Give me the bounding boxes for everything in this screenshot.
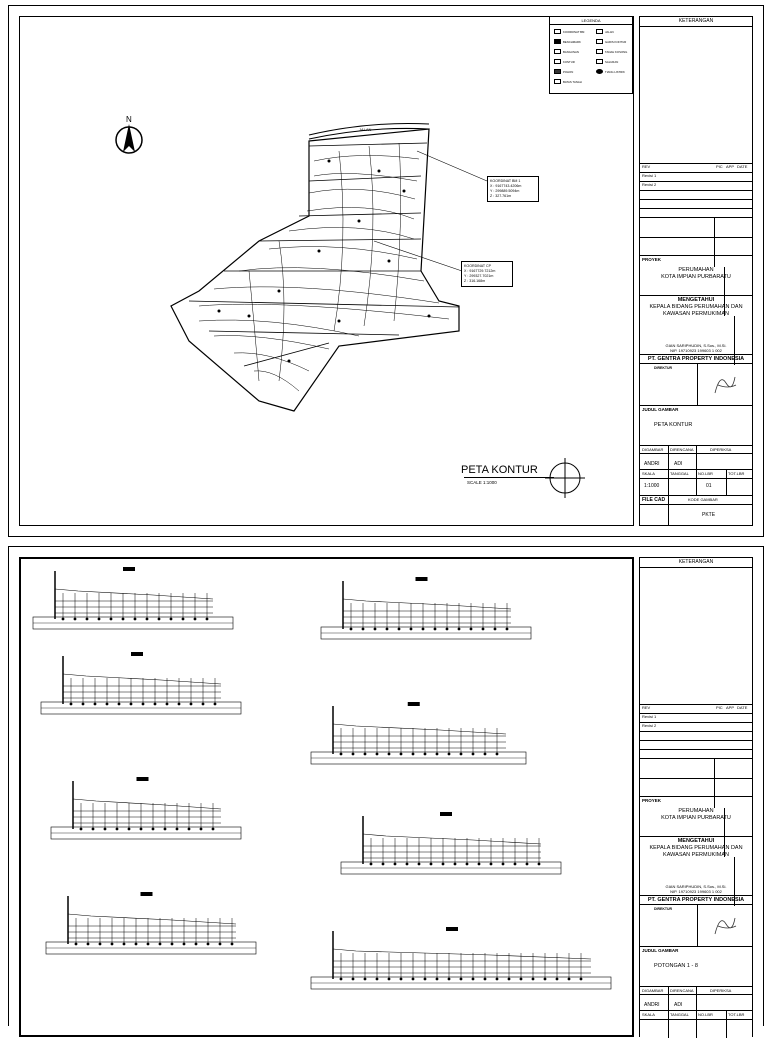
cross-section: [341, 812, 561, 874]
road-label: JALAN: [359, 127, 372, 132]
station-point: [207, 943, 210, 946]
proyek-label: PROYEK: [642, 257, 662, 262]
drawing-code: PKTE: [702, 512, 716, 518]
station-point: [194, 618, 197, 621]
station-point: [142, 703, 145, 706]
station-point: [484, 753, 487, 756]
station-point: [106, 703, 109, 706]
station-point: [70, 703, 73, 706]
station-point: [494, 628, 497, 631]
station-point: [454, 863, 457, 866]
station-point: [183, 943, 186, 946]
station-point: [568, 978, 571, 981]
station-point: [219, 943, 222, 946]
ground-profile: [68, 914, 236, 924]
station-point: [75, 943, 78, 946]
station-point: [146, 618, 149, 621]
section-tag: [440, 812, 452, 816]
ground-profile: [363, 834, 541, 844]
station-point: [412, 978, 415, 981]
official-nip: NIP. 19710923 199603 1 002: [670, 348, 722, 353]
station-point: [352, 753, 355, 756]
legend-item: GARIS KONTUR: [596, 39, 626, 44]
station-point: [538, 863, 541, 866]
legend-title: LEGENDA: [550, 17, 632, 25]
proyek-line-1: PERUMAHAN: [678, 267, 714, 273]
station-point: [448, 753, 451, 756]
station-point: [418, 863, 421, 866]
drawing-title-2: POTONGAN 1 - 8: [654, 963, 698, 969]
coordinate-note-cp: KOORDINAT CP X : 9167729.7212m Y : 299327.7021m Z : 316.168m: [461, 261, 513, 287]
station-point: [104, 828, 107, 831]
cross-section: [46, 892, 256, 954]
drawer-name: ANDRI: [644, 461, 660, 467]
station-point: [87, 943, 90, 946]
station-point: [92, 828, 95, 831]
station-point: [111, 943, 114, 946]
planner-name: ADI: [674, 461, 683, 467]
station-point: [470, 628, 473, 631]
station-point: [506, 628, 509, 631]
station-point: [424, 753, 427, 756]
station-point: [472, 753, 475, 756]
proyek-line-2: KOTA IMPIAN PURBARATU: [661, 274, 731, 280]
legend-item: BANGUNAN: [554, 49, 579, 54]
station-point: [82, 703, 85, 706]
station-point: [386, 628, 389, 631]
judul-label: JUDUL GAMBAR: [642, 407, 679, 412]
station-point: [446, 628, 449, 631]
cross-section: [311, 702, 526, 764]
station-point: [448, 978, 451, 981]
station-point: [460, 978, 463, 981]
section-tag: [137, 777, 149, 781]
station-point: [164, 828, 167, 831]
station-point: [147, 943, 150, 946]
station-point: [508, 978, 511, 981]
station-point: [98, 618, 101, 621]
crosshair-icon: [545, 458, 585, 498]
north-label: N: [126, 115, 132, 124]
drawing-sheet-1: [8, 5, 764, 537]
station-point: [496, 753, 499, 756]
station-point: [398, 628, 401, 631]
section-tag: [131, 652, 143, 656]
coordinate-note-bm1: KOORDINAT BM 1 X : 9167743.4206m Y : 299889.5094m Z : 327.761m: [487, 176, 539, 202]
station-point: [123, 943, 126, 946]
drawing-title: PETA KONTUR: [654, 422, 693, 428]
revision-table-2: REV PIC APP DATE Revisi 1 Revisi 2: [640, 705, 752, 906]
station-point: [116, 828, 119, 831]
legend-item: TANAH KOSONG: [596, 49, 627, 54]
legend-item: TIANG LISTRIK: [596, 69, 625, 74]
station-point: [200, 828, 203, 831]
station-point: [472, 978, 475, 981]
legend-item: POHON: [554, 69, 573, 74]
station-point: [514, 863, 517, 866]
cross-section: [311, 927, 611, 989]
north-arrow-icon: [111, 114, 147, 158]
station-point: [556, 978, 559, 981]
station-point: [130, 703, 133, 706]
mengetahui-label: MENGETAHUI: [677, 297, 715, 303]
station-point: [182, 618, 185, 621]
station-point: [496, 978, 499, 981]
station-point: [190, 703, 193, 706]
station-point: [166, 703, 169, 706]
section-tag: [446, 927, 458, 931]
official-name: GIAN SARIPHUDIN, S.Sos., M.Si.: [665, 343, 727, 348]
station-point: [376, 753, 379, 756]
mengetahui-line-2: KAWASAN PERMUKIMAN: [663, 311, 729, 317]
station-point: [86, 618, 89, 621]
station-point: [350, 628, 353, 631]
station-point: [460, 753, 463, 756]
station-point: [526, 863, 529, 866]
cross-section: [33, 567, 233, 629]
station-point: [62, 618, 65, 621]
station-point: [80, 828, 83, 831]
scale-value: 1:1000: [644, 483, 660, 489]
station-point: [94, 703, 97, 706]
station-point: [134, 618, 137, 621]
station-point: [412, 753, 415, 756]
station-point: [154, 703, 157, 706]
station-point: [406, 863, 409, 866]
legend-item: KOORDINAT BM: [554, 29, 584, 34]
station-point: [388, 753, 391, 756]
station-point: [158, 618, 161, 621]
station-point: [482, 628, 485, 631]
station-point: [430, 863, 433, 866]
station-point: [110, 618, 113, 621]
ground-profile: [343, 599, 511, 609]
station-point: [374, 628, 377, 631]
station-point: [394, 863, 397, 866]
station-point: [171, 943, 174, 946]
station-point: [388, 978, 391, 981]
legend-item: BENCHMARK: [554, 39, 581, 44]
station-point: [370, 863, 373, 866]
ground-profile: [73, 799, 221, 809]
legend: [549, 16, 633, 94]
station-point: [202, 703, 205, 706]
station-point: [436, 978, 439, 981]
station-point: [422, 628, 425, 631]
station-point: [159, 943, 162, 946]
station-point: [340, 978, 343, 981]
station-point: [434, 628, 437, 631]
legend-item: KONTUR: [554, 59, 575, 64]
ground-profile: [333, 949, 591, 959]
station-point: [466, 863, 469, 866]
station-point: [362, 628, 365, 631]
cross-section: [41, 652, 241, 714]
cross-section: [321, 577, 531, 639]
station-point: [410, 628, 413, 631]
station-point: [520, 978, 523, 981]
station-point: [458, 628, 461, 631]
contour-map: [159, 121, 489, 421]
drawing-sheet-2: [8, 546, 764, 1026]
station-point: [74, 618, 77, 621]
station-point: [436, 753, 439, 756]
station-point: [188, 828, 191, 831]
station-point: [214, 703, 217, 706]
cross-sections: [21, 559, 631, 1025]
mengetahui-line-1: KEPALA BIDANG PERUMAHAN DAN: [649, 304, 743, 310]
station-point: [382, 863, 385, 866]
station-point: [400, 753, 403, 756]
title-block-2: KETERANGAN REV PIC APP DATE Revisi 1 Revisi 2 PROYEK PERUMAHAN KOTA IMPIAN PURBARATU MENGETAHUI KEPALA BIDANG PERUMAHAN DAN KAWASAN PERMUKIMAN GIAN SARIPHUDIN, S.Sos., M.Si. NIP. 19710923 199603 1 002 PT. GENTRA PROPERTY INDONESIA DIREKTUR JUDUL GAMBAR POTONGAN 1 - 8 DIGAMBAR DIRENCANA DIPERIKSA ANDRI ADI SKALA TANGGAL NO.LBR TOT.LBR: [639, 557, 753, 1037]
station-point: [212, 828, 215, 831]
station-point: [170, 618, 173, 621]
ground-profile: [333, 724, 506, 734]
station-point: [490, 863, 493, 866]
section-tag: [416, 577, 428, 581]
tb-header: KETERANGAN: [678, 18, 714, 24]
revision-table: REV PIC APP DATE Revisi 1 Revisi 2: [640, 164, 752, 365]
station-point: [532, 978, 535, 981]
station-point: [376, 978, 379, 981]
station-point: [176, 828, 179, 831]
station-point: [364, 753, 367, 756]
station-point: [122, 618, 125, 621]
station-point: [580, 978, 583, 981]
station-point: [340, 753, 343, 756]
station-point: [128, 828, 131, 831]
station-point: [178, 703, 181, 706]
map-title: PETA KONTUR: [461, 464, 538, 476]
station-point: [152, 828, 155, 831]
station-point: [484, 978, 487, 981]
section-tag: [408, 702, 420, 706]
title-underline: [464, 477, 554, 478]
cross-section: [51, 777, 241, 839]
legend-item: SALURAN: [596, 59, 618, 64]
station-point: [424, 978, 427, 981]
ground-profile: [63, 674, 221, 684]
station-point: [206, 618, 209, 621]
station-point: [135, 943, 138, 946]
legend-item: BATAS TANAH: [554, 79, 582, 84]
station-point: [478, 863, 481, 866]
station-point: [231, 943, 234, 946]
legend-item: JALAN: [596, 29, 614, 34]
sheet-number: 01: [706, 483, 712, 489]
station-point: [442, 863, 445, 866]
director-label: DIREKTUR: [654, 366, 673, 370]
signature-icon: [710, 912, 740, 940]
section-tag: [141, 892, 153, 896]
station-point: [544, 978, 547, 981]
station-point: [400, 978, 403, 981]
station-point: [195, 943, 198, 946]
scale-label: SCALE 1:1000: [467, 480, 497, 485]
station-point: [99, 943, 102, 946]
signature-icon: [710, 371, 740, 399]
station-point: [352, 978, 355, 981]
title-block: KETERANGAN REV PIC APP DATE Revisi 1 Revisi 2 PROYEK PERUMAHAN KOTA IMPIAN PURBARATU MENGETAHUI KEPALA BIDANG PERUMAHAN DAN KAWASAN PERMUKIMAN GIAN SARIPHUDIN, S.Sos., M.Si. NIP. 19710923 199603 1 002 PT. GENTRA PROPERTY INDONESIA DIREKTUR JUDUL GAMBAR PETA KONTUR DIGAMBAR DIRENCANA DIPERIKSA ANDRI ADI SKALA TANGGAL NO.LBR TOT.LBR 1:1000 01 FILE CAD KODE GAMBAR PKTE: [639, 16, 753, 526]
section-tag: [123, 567, 135, 571]
station-point: [118, 703, 121, 706]
company-name: PT. GENTRA PROPERTY INDONESIA: [647, 356, 745, 362]
station-point: [364, 978, 367, 981]
ground-profile: [55, 589, 213, 599]
station-point: [140, 828, 143, 831]
station-point: [502, 863, 505, 866]
